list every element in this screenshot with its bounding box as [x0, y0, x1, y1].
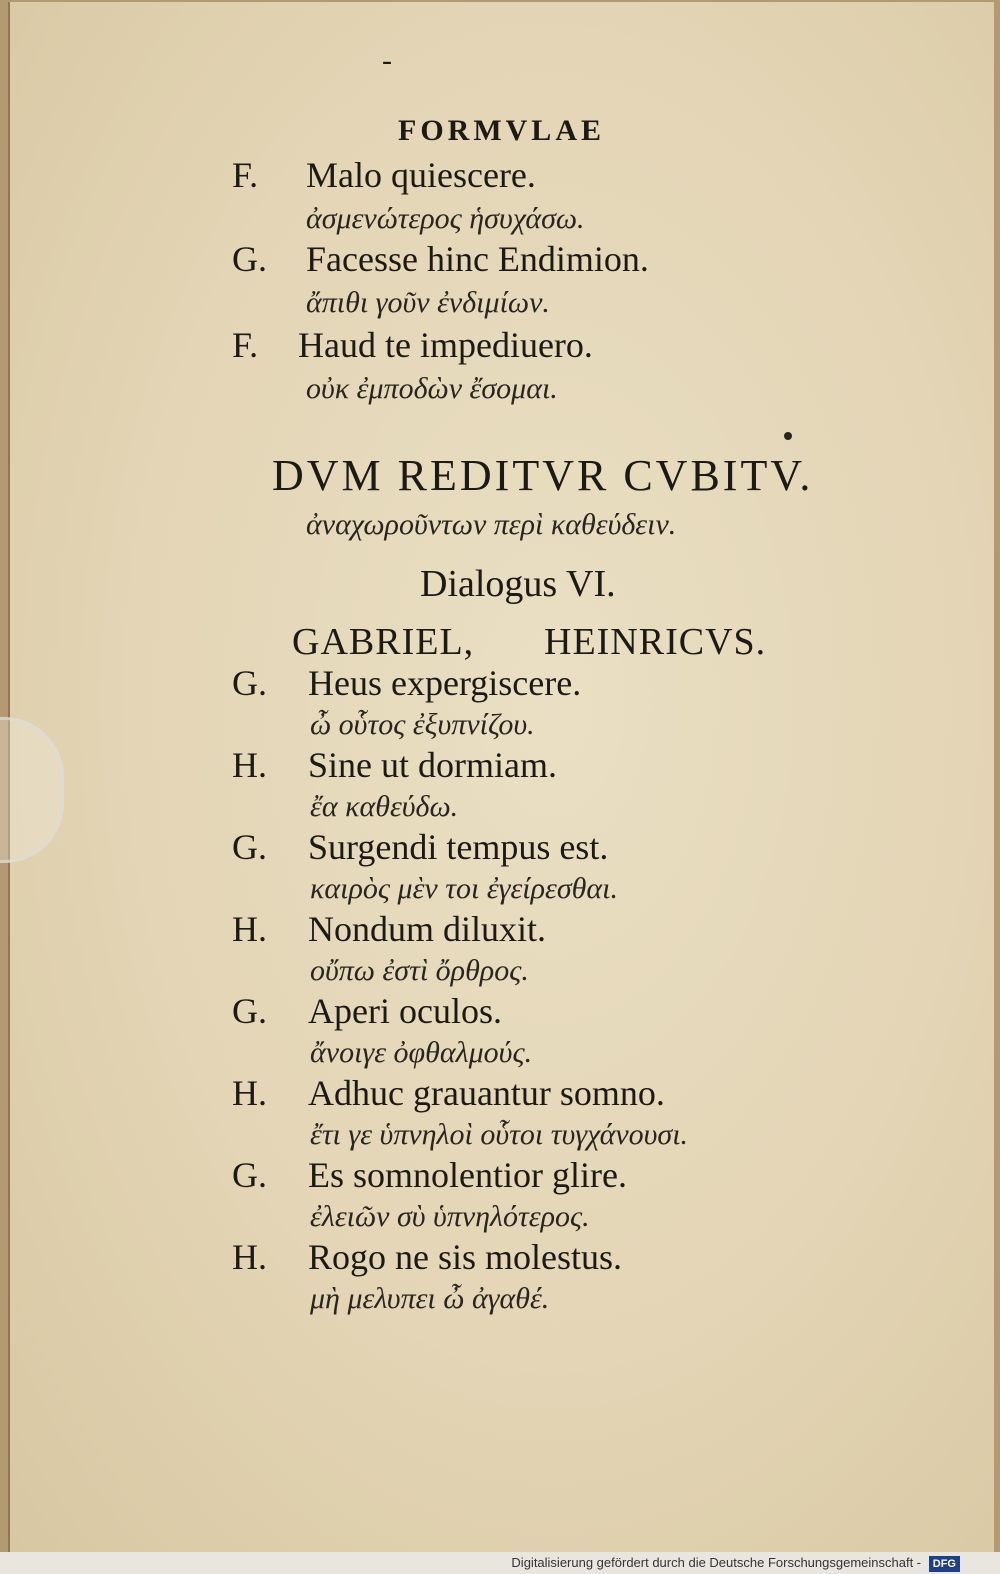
section-greek: ἀναχωροῦντων περὶ καθεύδειν.: [306, 508, 677, 541]
latin-line: Malo quiescere.: [306, 155, 536, 195]
speaker-name-right: HEINRICVS.: [544, 621, 767, 663]
dialog-number: Dialogus VI.: [420, 563, 616, 605]
speaker-mark: F.: [232, 325, 259, 365]
digitization-footer: [0, 1552, 1000, 1574]
greek-line: ἀσμενώτερος ἡσυχάσω.: [306, 202, 585, 235]
latin-line: Facesse hinc Endimion.: [306, 239, 649, 279]
latin-line: Nondum diluxit.: [308, 909, 547, 949]
greek-line: ἐλειῶν σὺ ὑπνηλότερος.: [310, 1200, 590, 1233]
footer-credit: Digitalisierung gefördert durch die Deutsche Forschungsgemeinschaft -: [511, 1555, 922, 1570]
greek-line: ἄνοιγε ὀφθαλμούς.: [310, 1036, 533, 1069]
speaker-mark: G.: [232, 827, 267, 867]
latin-line: Heus expergiscere.: [308, 663, 582, 703]
latin-line: Surgendi tempus est.: [308, 827, 609, 867]
latin-line: Sine ut dormiam.: [308, 745, 557, 785]
greek-line: ἔτι γε ὑπνηλοὶ οὗτοι τυγχάνουσι.: [310, 1118, 689, 1151]
show-through: [850, 117, 859, 159]
speaker-mark: H.: [232, 1073, 267, 1113]
greek-line: μὴ μελυπει ὦ ἀγαθέ.: [310, 1282, 550, 1315]
greek-line: ὦ οὗτος ἐξυπνίζου.: [310, 708, 535, 741]
latin-line: Haud te impediuero.: [298, 325, 593, 365]
ink-dot: [784, 432, 792, 440]
speaker-mark: H.: [232, 1237, 267, 1277]
speaker-mark: F.: [232, 155, 259, 195]
top-mark: -: [382, 44, 392, 77]
latin-line: Rogo ne sis molestus.: [308, 1237, 623, 1277]
greek-line: ἔα καθεύδω.: [310, 790, 459, 823]
speaker-mark: H.: [232, 909, 267, 949]
running-head: FORMVLAE: [398, 114, 605, 147]
section-title: DVM REDITVR CVBITV.: [272, 451, 814, 500]
speaker-mark: G.: [232, 991, 267, 1031]
speaker-mark: G.: [232, 239, 267, 279]
page-clip: [0, 717, 64, 863]
speaker-mark: G.: [232, 1155, 267, 1195]
greek-line: καιρὸς μὲν τοι ἐγείρεσθαι.: [310, 872, 618, 905]
latin-line: Es somnolentior glire.: [308, 1155, 627, 1195]
latin-line: Adhuc grauantur somno.: [308, 1073, 665, 1113]
latin-line: Aperi oculos.: [308, 991, 502, 1031]
speaker-mark: H.: [232, 745, 267, 785]
greek-line: οὐκ ἐμποδὼν ἔσομαι.: [306, 372, 558, 405]
book-page: [8, 2, 994, 1552]
dfg-logo: DFG: [929, 1556, 960, 1572]
greek-line: οὔπω ἐστὶ ὄρθρος.: [310, 954, 529, 987]
greek-line: ἄπιθι γοῦν ἐνδιμίων.: [306, 286, 550, 319]
speaker-name-left: GABRIEL,: [292, 621, 475, 663]
speaker-mark: G.: [232, 663, 267, 703]
